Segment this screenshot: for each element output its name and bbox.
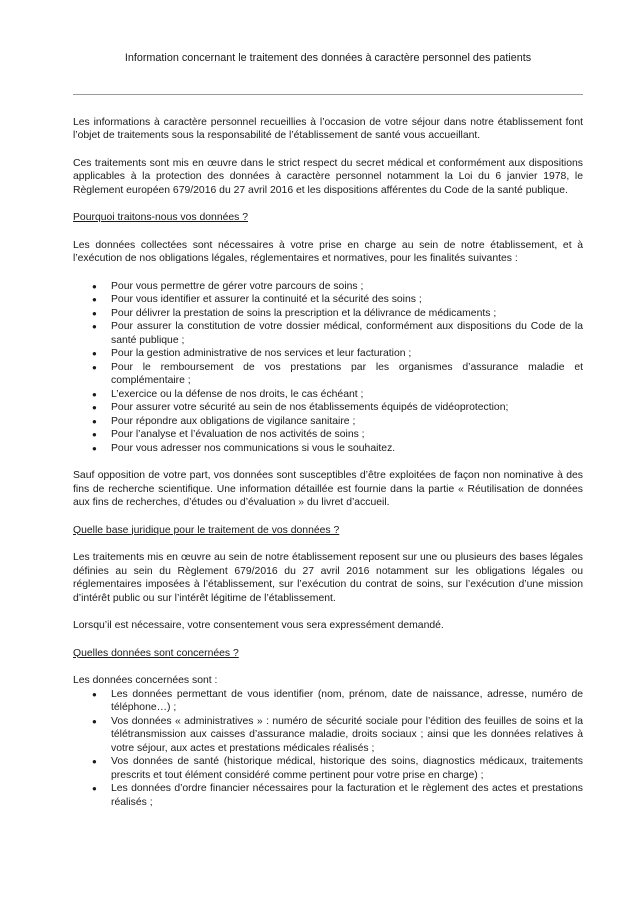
bullet-icon: ● [92, 349, 97, 358]
list-item: ● L’exercice ou la défense de nos droits, le cas échéant ; [92, 388, 364, 400]
section-heading-legal: Quelle base juridique pour le traitement de vos données ? [73, 524, 340, 536]
bullet-icon: ● [92, 295, 97, 304]
section-why-paragraph: Les données collectées sont nécessaires à votre prise en charge au sein de notre établissement, et à l’exécution de nos obligations légales, réglementaires et normatives, pour les finalités suivantes : [73, 239, 583, 264]
bullet-icon: ● [92, 389, 97, 399]
consent-paragraph: Lorsqu’il est nécessaire, votre consentement vous sera expressément demandé. [73, 620, 444, 631]
list-item: ● Pour le remboursement de vos prestations par les organismes d’assurance maladie et complémentaire ; [92, 361, 583, 386]
list-item: ● Pour vous identifier et assurer la continuité et la sécurité des soins ; [92, 294, 422, 305]
purposes-list [73, 280, 583, 456]
document-page [73, 52, 583, 809]
bullet-icon: ● [92, 322, 97, 331]
list-item: ● Pour délivrer la prestation de soins la prescription et la délivrance de médicaments ; [92, 307, 497, 319]
bullet-icon: ● [92, 689, 97, 699]
list-item: ● Pour l’analyse et l’évaluation de nos activités de soins ; [92, 429, 365, 440]
list-item: ● Pour la gestion administrative de nos services et leur facturation ; [92, 348, 412, 359]
list-item: ● Pour vous adresser nos communications si vous le souhaitez. [92, 442, 396, 454]
list-item: ● Pour assurer votre sécurité au sein de nos établissements équipés de vidéoprotection; [92, 402, 509, 413]
list-item: ● Les données permettant de vous identifier (nom, prénom, date de naissance, adresse, numéro de téléphone…) ; [92, 688, 583, 713]
data-categories-list [73, 688, 583, 810]
bullet-icon: ● [92, 757, 97, 766]
bullet-icon: ● [92, 784, 97, 793]
list-item: ● Pour assurer la constitution de votre dossier médical, conformément aux dispositions du Code de la santé publique ; [92, 321, 583, 346]
bullet-icon: ● [92, 308, 97, 318]
bullet-icon: ● [92, 403, 97, 412]
document-title: Information concernant le traitement des données à caractère personnel des patients [124, 52, 532, 64]
section-legal-paragraph: Les traitements mis en œuvre au sein de notre établissement reposent sur une ou plusieurs des bases légales définies au sein du Règlement 679/2016 du 27 avril 2016 notamment sur les obligations légales ou réglementaires imposées à l’établissement, sur l’exécution du contrat de soins, sur l’exécution d’une mission d’intérêt public ou sur l’intérêt légitime de l’établissement. [73, 552, 583, 604]
list-item: ● Vos données de santé (historique médical, historique des soins, diagnostics médicaux, traitements prescrits et tout élément considéré comme pertinent pour votre prise en charge) ; [92, 756, 583, 781]
research-paragraph: Sauf opposition de votre part, vos données sont susceptibles d’être exploitées de façon non nominative à des fins de recherche scientifique. Une information détaillée est fournie dans la partie « Réutilisation de données aux fins de recherches, d’études ou d’évaluation » du livret d’accueil. [73, 470, 583, 508]
list-item: ● Les données d’ordre financier nécessaires pour la facturation et le règlement des actes et prestations réalisés ; [92, 783, 583, 808]
bullet-icon: ● [92, 443, 97, 453]
intro-paragraph: Les informations à caractère personnel recueillies à l’occasion de votre séjour dans notre établissement font l’objet de traitements sous la responsabilité de l’établissement de santé vous accueillant. [73, 116, 583, 141]
list-item: ● Vos données « administratives » : numéro de sécurité sociale pour l’édition des feuilles de soins et la télétransmission aux caisses d’assurance maladie, droits sociaux ; ainsi que les données relatives à votre séjour, aux actes et prestations médicales réalisés ; [92, 715, 583, 754]
title-divider [73, 94, 583, 95]
bullet-icon: ● [92, 430, 97, 439]
section-heading-data: Quelles données sont concernées ? [73, 647, 239, 659]
bullet-icon: ● [92, 416, 97, 426]
section-heading-why: Pourquoi traitons-nous vos données ? [73, 212, 249, 223]
list-item: ● Pour vous permettre de gérer votre parcours de soins ; [92, 280, 364, 292]
bullet-icon: ● [92, 716, 97, 726]
list-item: ● Pour répondre aux obligations de vigilance sanitaire ; [92, 415, 356, 427]
bullet-icon: ● [92, 362, 97, 372]
intro-paragraph: Ces traitements sont mis en œuvre dans le strict respect du secret médical et conformément aux dispositions applicables à la protection des données à caractère personnel notamment la Loi du 6 janvier 1978, le Règlement européen 679/2016 du 27 avril 2016 et les dispositions afférentes du Code de la santé publique. [73, 157, 583, 196]
bullet-icon: ● [92, 281, 97, 291]
section-data-intro: Les données concernées sont : [73, 675, 218, 686]
